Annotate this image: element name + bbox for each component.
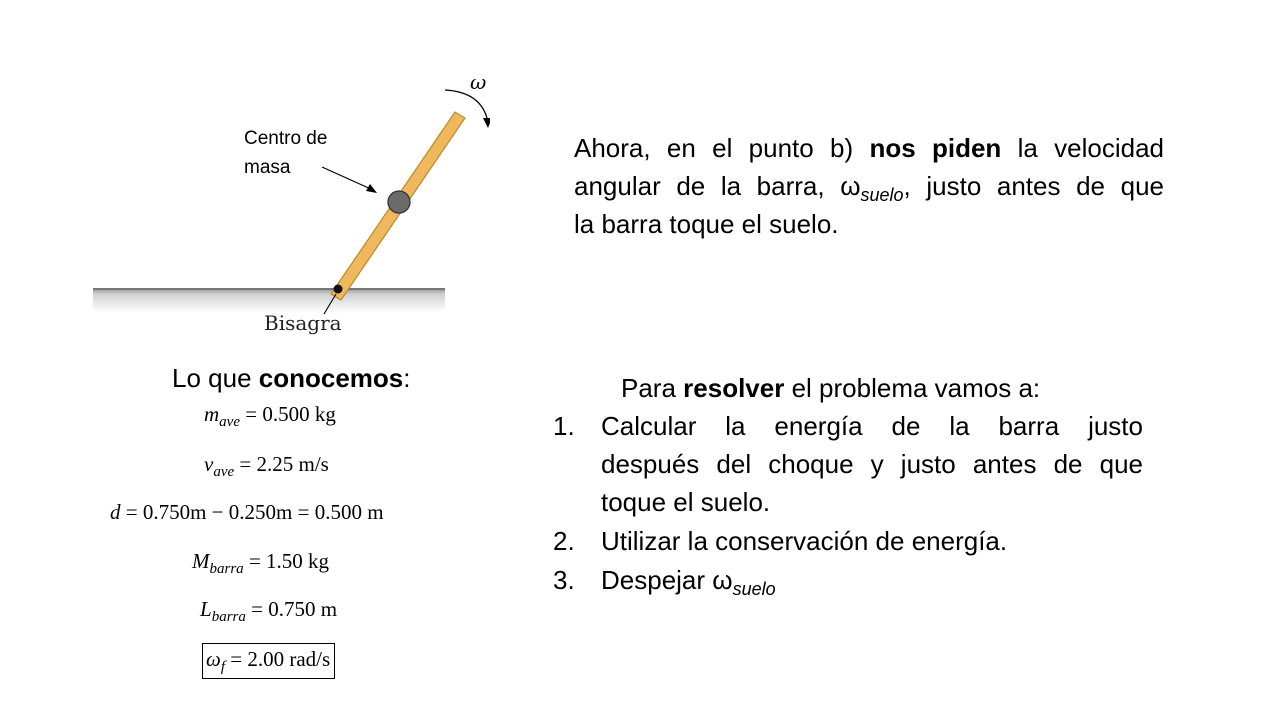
hinge-label: Bisagra xyxy=(264,311,342,335)
intro-line-2: angular de la barra, $\omega_{suelo}$, justo antes de que xyxy=(574,171,1164,205)
plan-step-3: 3. Despejar $\omega_{suelo}$ xyxy=(553,561,1143,599)
rod-diagram xyxy=(90,70,490,340)
center-of-mass-arrow xyxy=(322,167,373,190)
ground xyxy=(93,288,445,312)
center-of-mass-label xyxy=(244,124,327,182)
plan-heading: Para resolver el problema vamos a: xyxy=(621,373,1041,403)
step-number: 1. xyxy=(553,411,575,441)
center-of-mass-marker xyxy=(388,191,410,213)
eq-d: d = 0.750m − 0.250m = 0.500 m xyxy=(110,500,384,524)
known-heading: Lo que conocemos: xyxy=(172,363,411,393)
eq-m-ave: $m_{ave} = 0.500$ kg xyxy=(204,402,336,430)
eq-L-barra: $L_{barra} = 0.750$ m xyxy=(200,597,338,625)
center-of-mass-label-line1: Centro de xyxy=(244,128,328,149)
intro-paragraph xyxy=(574,129,1164,243)
intro-emphasis: nos piden xyxy=(869,133,1002,163)
eq-v-ave: $v_{ave} = 2.25$ m/s xyxy=(204,452,329,480)
step-number: 2. xyxy=(553,526,575,556)
intro-line-3: la barra toque el suelo. xyxy=(574,209,839,239)
eq-M-barra: $M_{barra} = 1.50$ kg xyxy=(192,549,330,577)
omega-label: ω xyxy=(470,70,487,94)
plan-step-2: 2. Utilizar la conservación de energía. xyxy=(553,522,1143,560)
plan-step-1: 1. Calcular la energía de la barra justo después del choque y justo antes de que toque el suelo. xyxy=(553,407,1143,521)
step-number: 3. xyxy=(553,565,575,595)
hinge-pin xyxy=(334,285,343,294)
eq-omega-f-boxed: $\omega_f = 2.00$ rad/s xyxy=(202,643,335,679)
intro-line-1: Ahora, en el punto b) nos piden la velocidad xyxy=(574,133,1165,163)
center-of-mass-label-line2: masa xyxy=(244,157,291,178)
